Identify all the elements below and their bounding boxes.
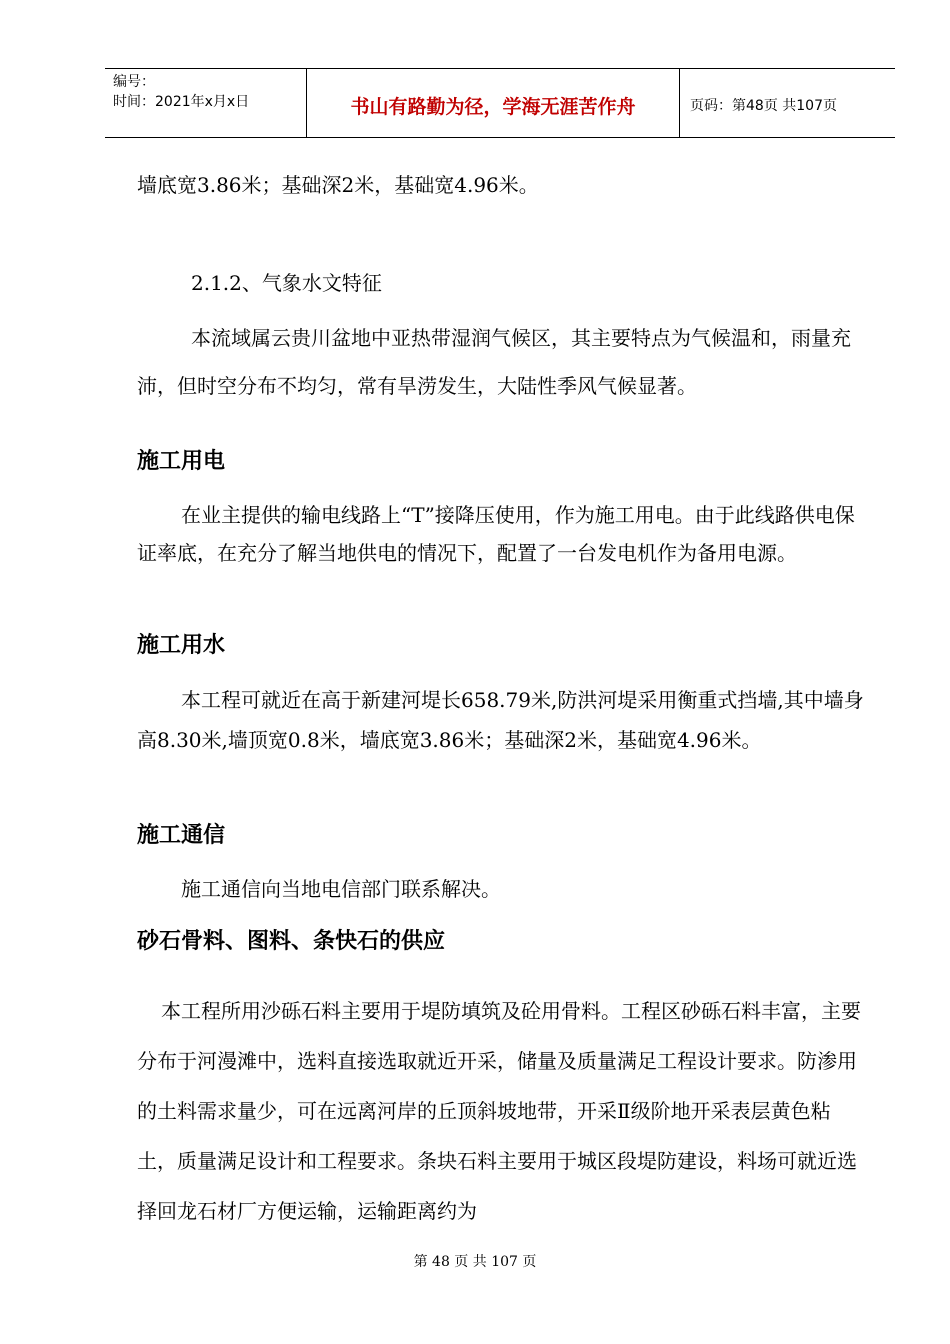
page-header (105, 68, 895, 138)
heading-water: 施工用水 (137, 633, 226, 658)
header-page-label: 页码：第48页 共107页 (690, 98, 837, 114)
heading-communication: 施工通信 (137, 823, 226, 848)
paragraph-water: 本工程可就近在高于新建河堤长658.79米,防洪河堤采用衡重式挡墙,其中墙身高8.30米,墙顶宽0.8米，墙底宽3.86米；基础深2米，基础宽4.96米。 (137, 688, 864, 752)
section-heading-climate: 2.1.2、气象水文特征 (191, 271, 382, 295)
header-info (105, 69, 307, 137)
paragraph-power: 在业主提供的输电线路上“T”接降压使用，作为施工用电。由于此线路供电保证率底，在充分了解当地供电的情况下，配置了一台发电机作为备用电源。 (137, 503, 855, 565)
header-motto: 书山有路勤为径，学海无涯苦作舟 (307, 69, 680, 137)
heading-power: 施工用电 (137, 449, 226, 474)
time-label: 时间：2021年x月x日 (113, 94, 250, 110)
paragraph-wall-base: 墙底宽3.86米；基础深2米，基础宽4.96米。 (137, 173, 539, 197)
paragraph-climate: 本流域属云贵川盆地中亚热带湿润气候区，其主要特点为气候温和，雨量充沛，但时空分布不均匀，常有旱涝发生，大陆性季风气候显著。 (137, 326, 851, 398)
serial-label: 编号： (113, 74, 155, 90)
heading-materials: 砂石骨料、图料、条快石的供应 (137, 929, 446, 954)
page-footer: 第 48 页 共 107 页 (413, 1254, 537, 1270)
paragraph-communication: 施工通信向当地电信部门联系解决。 (181, 877, 501, 901)
paragraph-materials: 本工程所用沙砾石料主要用于堤防填筑及砼用骨料。工程区砂砾石料丰富，主要分布于河漫滩中，选料直接选取就近开采，储量及质量满足工程设计要求。防渗用的土料需求量少，可在远离河岸的丘顶斜坡地带，开采Ⅱ级阶地开采表层黄色粘土，质量满足设计和工程要求。条块石料主要用于城区段堤防建设，料场可就近选择回龙石材厂方便运输，运输距离约为 (137, 999, 861, 1223)
